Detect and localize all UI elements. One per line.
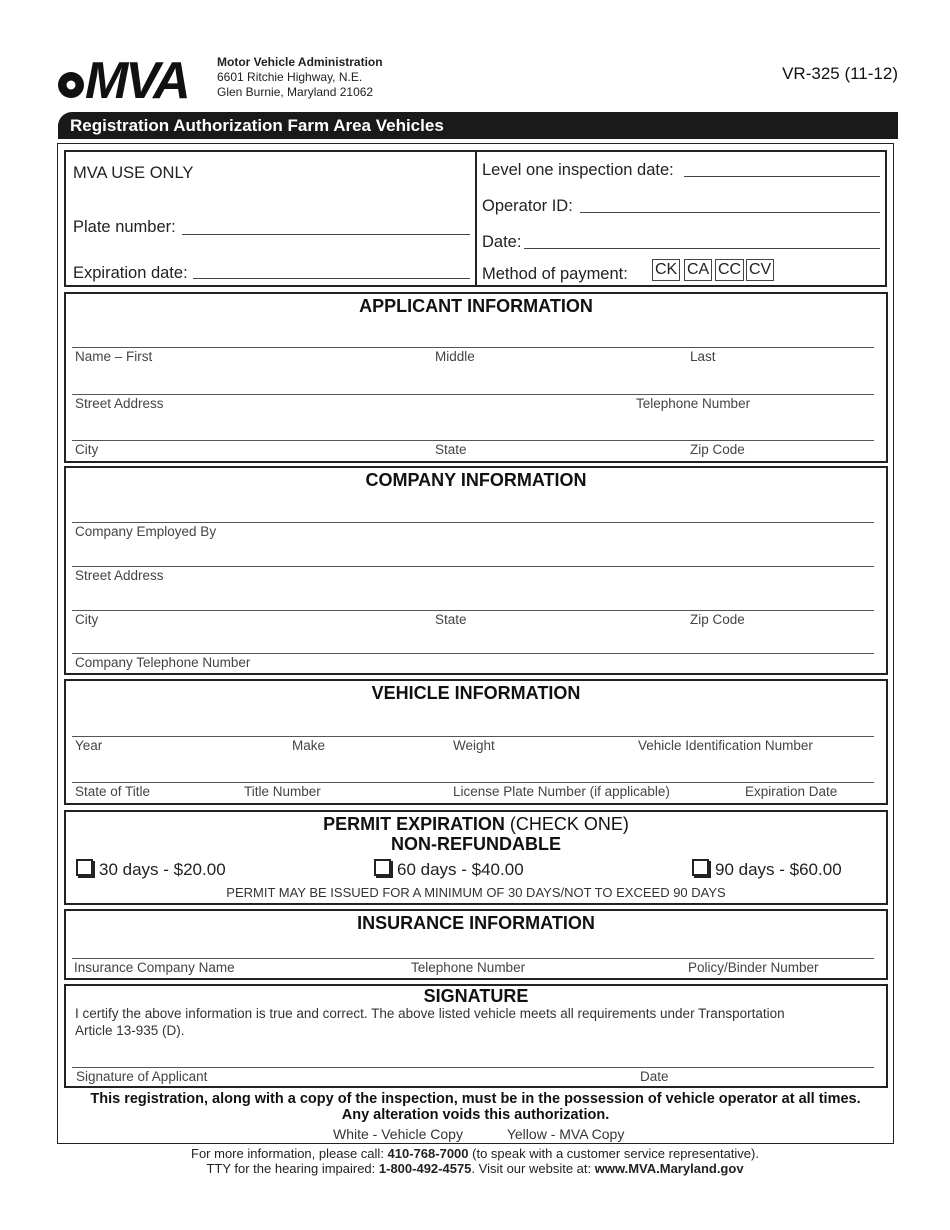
tty-prefix: TTY for the hearing impaired: [206, 1161, 379, 1176]
certify-text-line2: Article 13-935 (D). [75, 1023, 185, 1038]
checkbox-90-days[interactable] [692, 859, 709, 876]
agency-address [217, 55, 383, 100]
company-telephone-line[interactable] [72, 653, 874, 654]
option-60-label: 60 days - $40.00 [397, 860, 524, 879]
applicant-zip-label: Zip Code [690, 442, 745, 457]
option-90-label: 90 days - $60.00 [715, 860, 842, 879]
insurance-telephone-label: Telephone Number [411, 960, 526, 975]
agency-name: Motor Vehicle Administration [217, 55, 383, 69]
date-field[interactable] [524, 248, 880, 249]
option-30-label: 30 days - $20.00 [99, 860, 226, 879]
title-number-label: Title Number [244, 784, 321, 799]
permit-option-30[interactable] [76, 859, 226, 880]
payment-code-cv[interactable]: CV [746, 259, 774, 281]
tty-middle: . Visit our website at: [471, 1161, 595, 1176]
logo-text: MVA [85, 55, 188, 101]
info-suffix: (to speak with a customer service representative). [468, 1146, 759, 1161]
applicant-state-label: State [435, 442, 467, 457]
applicant-city-line[interactable] [72, 440, 874, 441]
applicant-name-line[interactable] [72, 347, 874, 348]
date-label: Date: [482, 233, 522, 251]
year-label: Year [75, 738, 103, 753]
company-state-label: State [435, 612, 467, 627]
company-city-line[interactable] [72, 610, 874, 611]
notice-line-2: Any alteration voids this authorization. [341, 1107, 610, 1123]
applicant-city-label: City [75, 442, 99, 457]
applicant-street-label: Street Address [75, 396, 164, 411]
possession-notice [57, 1091, 894, 1123]
company-address-line[interactable] [72, 566, 874, 567]
company-section [64, 466, 888, 675]
certify-text-line1: I certify the above information is true and correct. The above listed vehicle meets all requirements under Transportation [75, 1006, 785, 1021]
copy-distribution [333, 1126, 624, 1142]
level-one-inspection-field[interactable] [684, 176, 880, 177]
form-title: Registration Authorization Farm Area Vehicles [58, 112, 898, 139]
address-line-2: Glen Burnie, Maryland 21062 [217, 85, 374, 99]
expiration-date-label: Expiration date: [73, 264, 188, 282]
name-first-label: Name – First [75, 349, 153, 364]
level-one-inspection-label: Level one inspection date: [482, 161, 674, 179]
vehicle-title-line[interactable] [72, 782, 874, 783]
notice-line-1: This registration, along with a copy of the inspection, must be in the possession of vehicle operator at all times. [90, 1091, 861, 1107]
expiration-date-field[interactable] [193, 278, 470, 279]
checkbox-60-days[interactable] [374, 859, 391, 876]
signature-line[interactable] [72, 1067, 874, 1068]
operator-id-field[interactable] [580, 212, 880, 213]
website-link[interactable]: www.MVA.Maryland.gov [594, 1161, 744, 1176]
company-employed-line[interactable] [72, 522, 874, 523]
yellow-copy-label: Yellow - MVA Copy [506, 1126, 625, 1142]
plate-number-label: Plate number: [73, 218, 176, 236]
info-prefix: For more information, please call: [191, 1146, 388, 1161]
applicant-section [64, 292, 888, 463]
vehicle-heading: VEHICLE INFORMATION [371, 683, 581, 703]
middle-label: Middle [435, 349, 475, 364]
permit-heading [66, 814, 886, 835]
insurance-line[interactable] [72, 958, 874, 959]
payment-code-ck[interactable]: CK [652, 259, 680, 281]
address-line-1: 6601 Ritchie Highway, N.E. [217, 70, 363, 84]
operator-id-label: Operator ID: [482, 197, 573, 215]
company-city-label: City [75, 612, 99, 627]
insurance-company-label: Insurance Company Name [74, 960, 235, 975]
applicant-address-line[interactable] [72, 394, 874, 395]
insurance-heading: INSURANCE INFORMATION [357, 913, 595, 933]
permit-heading-normal: (CHECK ONE) [504, 814, 629, 834]
company-street-label: Street Address [75, 568, 164, 583]
vehicle-expiration-label: Expiration Date [745, 784, 838, 799]
vehicle-year-line[interactable] [72, 736, 874, 737]
make-label: Make [292, 738, 326, 753]
policy-binder-label: Policy/Binder Number [688, 960, 819, 975]
footer-info-line-1 [0, 1146, 950, 1161]
company-telephone-label: Company Telephone Number [75, 655, 251, 670]
signature-label: Signature of Applicant [76, 1069, 208, 1084]
license-plate-label: License Plate Number (if applicable) [453, 784, 670, 799]
payment-code-cc[interactable]: CC [715, 259, 744, 281]
checkbox-30-days[interactable] [76, 859, 93, 876]
vin-label: Vehicle Identification Number [638, 738, 813, 753]
footer-info-line-2 [0, 1161, 950, 1176]
company-employed-by-label: Company Employed By [75, 524, 217, 539]
info-phone[interactable]: 410-768-7000 [387, 1146, 469, 1161]
company-zip-label: Zip Code [690, 612, 745, 627]
applicant-heading: APPLICANT INFORMATION [359, 296, 593, 316]
mva-use-only-label: MVA USE ONLY [73, 164, 194, 182]
white-copy-label: White - Vehicle Copy [333, 1126, 463, 1142]
last-label: Last [690, 349, 716, 364]
footer-info [0, 1146, 950, 1176]
permit-note: PERMIT MAY BE ISSUED FOR A MINIMUM OF 30 DAYS/NOT TO EXCEED 90 DAYS [226, 885, 726, 900]
company-heading: COMPANY INFORMATION [365, 470, 587, 490]
permit-option-90[interactable] [692, 859, 842, 880]
signature-heading: SIGNATURE [423, 986, 529, 1006]
applicant-telephone-label: Telephone Number [636, 396, 751, 411]
mva-logo [55, 55, 213, 101]
method-of-payment-label: Method of payment: [482, 265, 628, 283]
weight-label: Weight [453, 738, 495, 753]
plate-number-field[interactable] [182, 234, 470, 235]
payment-code-ca[interactable]: CA [684, 259, 712, 281]
permit-heading-bold: PERMIT EXPIRATION [323, 814, 505, 834]
permit-option-60[interactable] [374, 859, 524, 880]
form-number: VR-325 (11-12) [782, 64, 898, 83]
state-of-title-label: State of Title [75, 784, 151, 799]
permit-subheading: NON-REFUNDABLE [391, 834, 561, 854]
signature-date-label: Date [640, 1069, 669, 1084]
tty-phone[interactable]: 1-800-492-4575 [378, 1161, 472, 1176]
